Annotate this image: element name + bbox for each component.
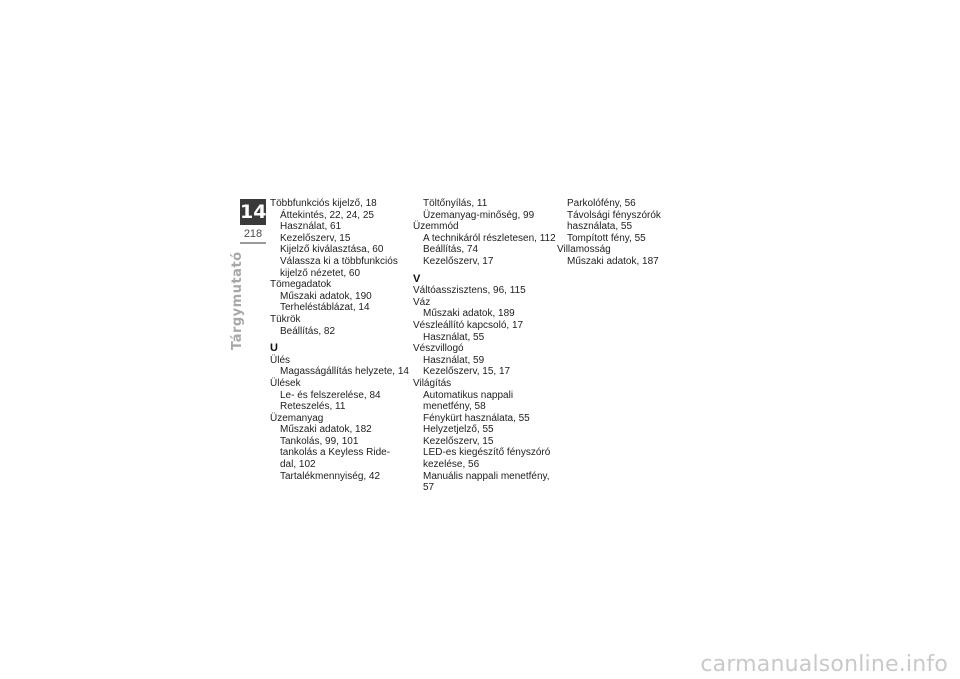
- index-subentry: Beállítás, 74: [423, 244, 479, 256]
- index-subentry: Kijelző kiválasztása, 60: [280, 244, 384, 256]
- watermark: carmanualsonline.info: [700, 652, 948, 677]
- index-entry: Üzemmód: [413, 221, 459, 233]
- index-subentry: Reteszelés, 11: [280, 401, 346, 413]
- chapter-tab: [240, 199, 266, 244]
- index-subentry: menetfény, 58: [423, 401, 486, 413]
- index-entry: Váz: [413, 296, 431, 308]
- index-subentry: használata, 55: [567, 221, 633, 233]
- index-subentry: Manuális nappali menetfény, 57: [423, 470, 550, 494]
- index-subentry: Műszaki adatok, 190: [280, 290, 372, 302]
- index-subentry: Fénykürt használata, 55: [423, 412, 530, 424]
- index-entry: Világítás: [413, 377, 452, 389]
- index-entry: Többfunkciós kijelző, 18: [270, 198, 377, 209]
- index-subentry: Üzemanyag-minőség, 99: [423, 209, 535, 221]
- index-subentry: Tompított fény, 55: [567, 232, 646, 244]
- index-entry: Vészvillogó: [413, 343, 464, 355]
- index-subentry: dal, 102: [280, 459, 316, 471]
- index-subentry: Helyzetjelző, 55: [423, 424, 494, 436]
- index-subentry: Tartalékmennyiség, 42: [280, 470, 381, 482]
- index-subentry: Kezelőszerv, 17: [423, 255, 494, 267]
- index-letter-heading: U: [270, 342, 278, 355]
- index-subentry: Parkolófény, 56: [567, 198, 636, 209]
- index-subentry: Kezelőszerv, 15: [423, 435, 494, 447]
- index-subentry: Műszaki adatok, 189: [423, 308, 515, 320]
- index-entry: Ülések: [270, 377, 301, 389]
- page-number: 218: [243, 228, 263, 240]
- index-column-1: [270, 198, 416, 482]
- index-subentry: Kezelőszerv, 15, 17: [423, 366, 511, 378]
- chapter-number: 14: [240, 201, 267, 223]
- index-subentry: Magasságállítás helyzete, 14: [280, 366, 409, 378]
- index-subentry: Használat, 59: [423, 354, 485, 366]
- index-entry: Tömegadatok: [270, 279, 332, 291]
- index-entry: Villamosság: [557, 244, 611, 256]
- index-subentry: Távolsági fényszórók: [567, 209, 661, 221]
- index-subentry: Használat, 61: [280, 221, 342, 233]
- index-subentry: Kezelőszerv, 15: [280, 232, 351, 244]
- index-subentry: Áttekintés, 22, 24, 25: [280, 209, 374, 221]
- tab-divider: [240, 242, 266, 244]
- index-subentry: Műszaki adatok, 187: [567, 255, 659, 267]
- index-subentry: tankolás a Keyless Ride-: [280, 447, 391, 459]
- index-column-3: [557, 198, 703, 268]
- index-subentry: Terheléstáblázat, 14: [280, 302, 370, 314]
- index-subentry: kijelző nézetet, 60: [280, 267, 361, 279]
- index-subentry: Műszaki adatok, 182: [280, 424, 372, 436]
- index-subentry: LED-es kiegészítő fényszóró: [423, 447, 551, 459]
- index-subentry: kezelése, 56: [423, 459, 480, 471]
- index-subentry: A technikáról részletesen, 112: [423, 232, 556, 244]
- index-entry: Váltóasszisztens, 96, 115: [413, 285, 526, 297]
- index-letter-heading: V: [413, 272, 421, 285]
- index-subentry: Automatikus nappali: [423, 389, 514, 401]
- section-label: Tárgymutató: [230, 251, 245, 350]
- index-subentry: Le- és felszerelése, 84: [280, 389, 381, 401]
- index-subentry: Beállítás, 82: [280, 325, 336, 337]
- index-column-2: [413, 198, 559, 494]
- index-subentry: Töltőnyílás, 11: [423, 198, 488, 209]
- index-entry: Tükrök: [270, 313, 301, 325]
- index-subentry: Használat, 55: [423, 331, 485, 343]
- index-entry: Ülés: [270, 354, 291, 366]
- index-subentry: Válassza ki a többfunkciós: [280, 255, 398, 267]
- index-entry: Üzemanyag: [270, 412, 324, 424]
- index-entry: Vészleállító kapcsoló, 17: [413, 319, 524, 331]
- index-subentry: Tankolás, 99, 101: [280, 435, 359, 447]
